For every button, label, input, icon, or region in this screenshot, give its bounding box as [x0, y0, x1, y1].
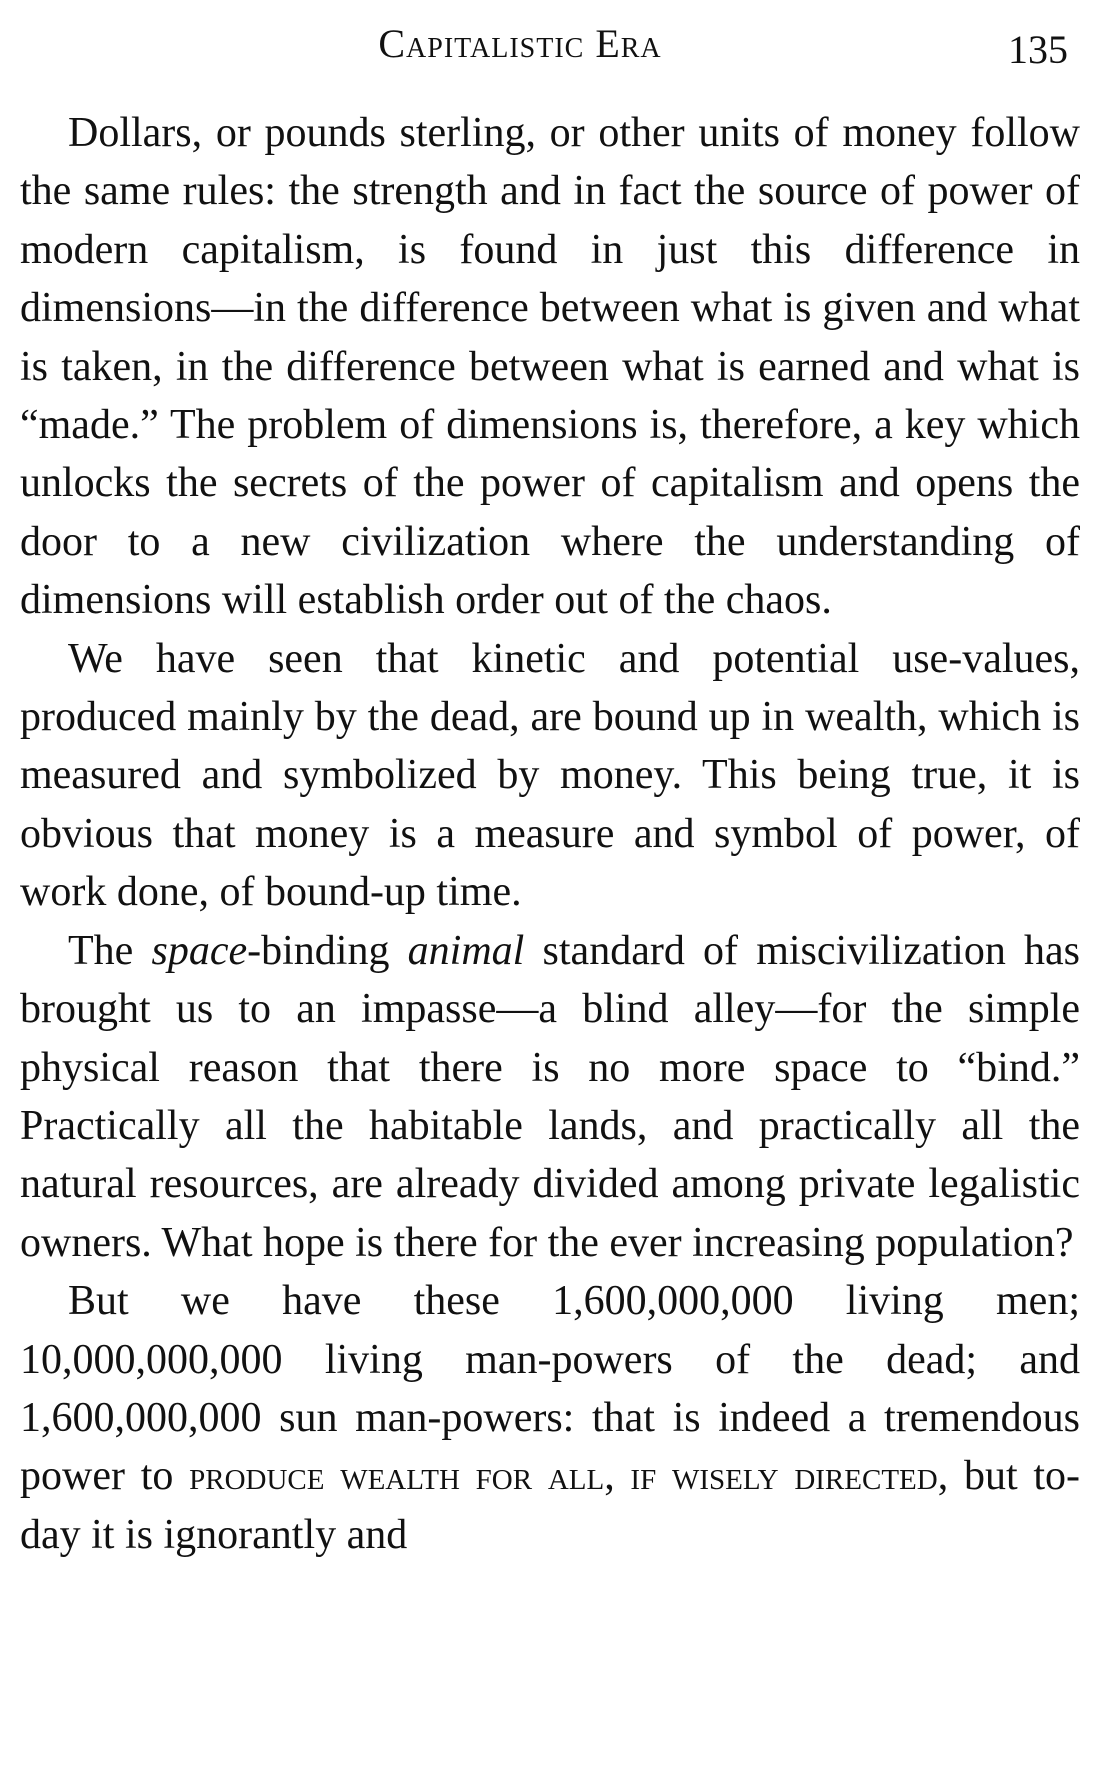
paragraph-1: Dollars, or pounds sterling, or other units of money follow the same rules: the strength and in fact the source of power of modern capitalism, is found in just this difference in dimensions—in the difference between what is given and what is taken, in the difference between what is earned and what is “made.” The problem of dimensions is, therefore, a key which unlocks the secrets of the power of capitalism and opens the door to a new civilization where the understanding of dimensions will establish order out of the chaos.	[20, 110, 1080, 624]
paragraph-2: We have seen that kinetic and potential use-values, produced mainly by the dead, are bound up in wealth, which is measured and symbolized by money. This being true, it is obvious that money is a measure and symbol of power, of work done, of bound-up time.	[20, 635, 1080, 916]
paragraph-3-text-a: The	[68, 927, 152, 974]
emphasis-space: space	[151, 927, 248, 974]
paragraph-4	[20, 1272, 1080, 1564]
paragraph-3-text-c: standard of miscivilization has brought us to an impasse—a blind alley—for the simple physical reason that there is no more space to “bind.” Practically all the habitable lands, and practically all the natural resources, are already divided among private legalistic owners. What hope is there for the ever increasing population?	[20, 927, 1081, 1266]
paragraph-4-text-b: but to-day it is ignorantly and	[20, 1453, 1080, 1558]
paragraph-3	[20, 922, 1080, 1272]
paragraph-3-text-b: -binding	[247, 927, 408, 974]
small-caps-phrase: produce wealth for all, if wisely directed,	[189, 1453, 949, 1500]
book-page	[20, 0, 1080, 1771]
running-title: Capitalistic Era	[378, 21, 662, 66]
page-number: 135	[1008, 27, 1068, 72]
paragraph-4-text-a: But we have these 1,600,000,000 living men; 10,000,000,000 living man-powers of the dead; and 1,600,000,000 sun man-powers: that is indeed a tremendous power to	[20, 1278, 1080, 1500]
emphasis-animal: animal	[407, 927, 525, 974]
running-head	[20, 20, 1080, 80]
body-text	[20, 104, 1080, 1564]
